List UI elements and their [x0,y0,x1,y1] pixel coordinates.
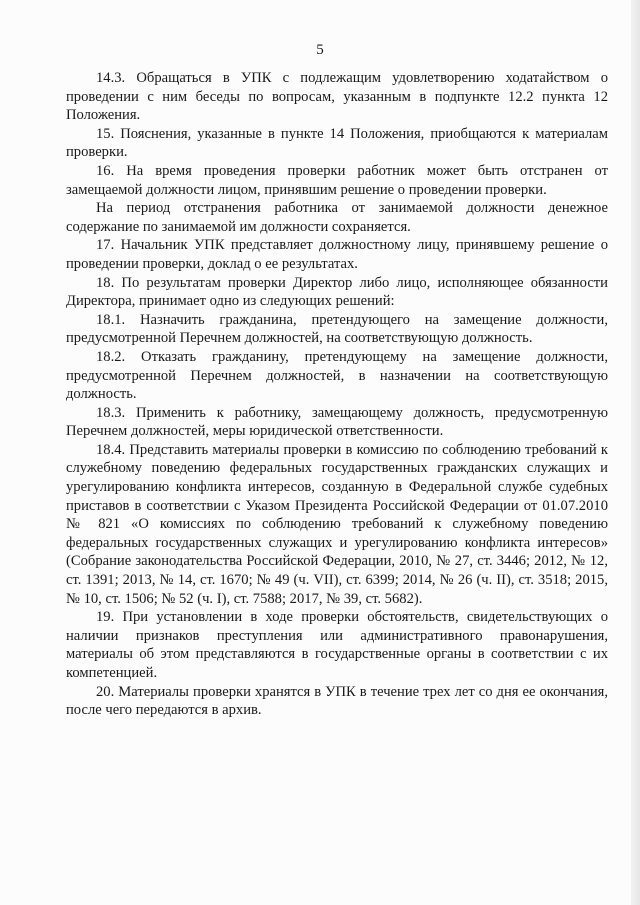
scan-edge [631,0,640,905]
paragraph-18: 18. По результатам проверки Директор либо лицо, исполняющее обязанности Директора, принимает одно из следующих решений: [66,274,608,310]
paragraph-18-4: 18.4. Представить материалы проверки в комиссию по соблюдению требований к служебному поведению федеральных государственных гражданских служащих и урегулированию конфликта интересов, созданную в Федеральной службе судебных приставов в соответствии с Указом Президента Российской Федерации от 01.07.2010 № 821 «О комиссиях по соблюдению требований к служебному поведению федеральных государственных служащих и урегулированию конфликта интересов» (Собрание законодательства Российской Федерации, 2010, № 27, ст. 3446; 2012, № 12, ст. 1391; 2013, № 14, ст. 1670; № 49 (ч. VII), ст. 6399; 2014, № 26 (ч. II), ст. 3518; 2015, № 10, ст. 1506; № 52 (ч. I), ст. 7588; 2017, № 39, ст. 5682). [66,441,608,607]
paragraph-15: 15. Пояснения, указанные в пункте 14 Положения, приобщаются к материалам проверки. [66,125,608,161]
document-body [66,69,608,720]
paragraph-19: 19. При установлении в ходе проверки обстоятельств, свидетельствующих о наличии признаков преступления или административного правонарушения, материалы об этом представляются в государственные органы в соответствии с их компетенцией. [66,609,608,681]
paragraph-14-3: 14.3. Обращаться в УПК с подлежащим удовлетворению ходатайством о проведении с ним беседы по вопросам, указанным в подпункте 12.2 пункта 12 Положения. [66,70,608,124]
page-number: 5 [316,42,324,58]
paragraph-18-1: 18.1. Назначить гражданина, претендующего на замещение должности, предусмотренной Перечнем должностей, на соответствующую должность. [66,311,608,347]
paragraph-16-suspension-pay: На период отстранения работника от занимаемой должности денежное содержание по занимаемой им должности сохраняется. [66,200,608,235]
paragraph-18-3: 18.3. Применить к работнику, замещающему должность, предусмотренную Перечнем должностей, меры юридической ответственности. [66,404,608,440]
paragraph-18-2: 18.2. Отказать гражданину, претендующему на замещение должности, предусмотренной Перечнем должностей, в назначении на соответствующую должность. [66,348,608,403]
paragraph-20: 20. Материалы проверки хранятся в УПК в течение трех лет со дня ее окончания, после чего передаются в архив. [66,683,608,719]
paragraph-17: 17. Начальник УПК представляет должностному лицу, принявшему решение о проведении проверки, доклад о ее результатах. [66,237,608,272]
paragraph-16: 16. На время проведения проверки работник может быть отстранен от замещаемой должности лицом, принявшим решение о проведении проверки. [66,162,608,198]
